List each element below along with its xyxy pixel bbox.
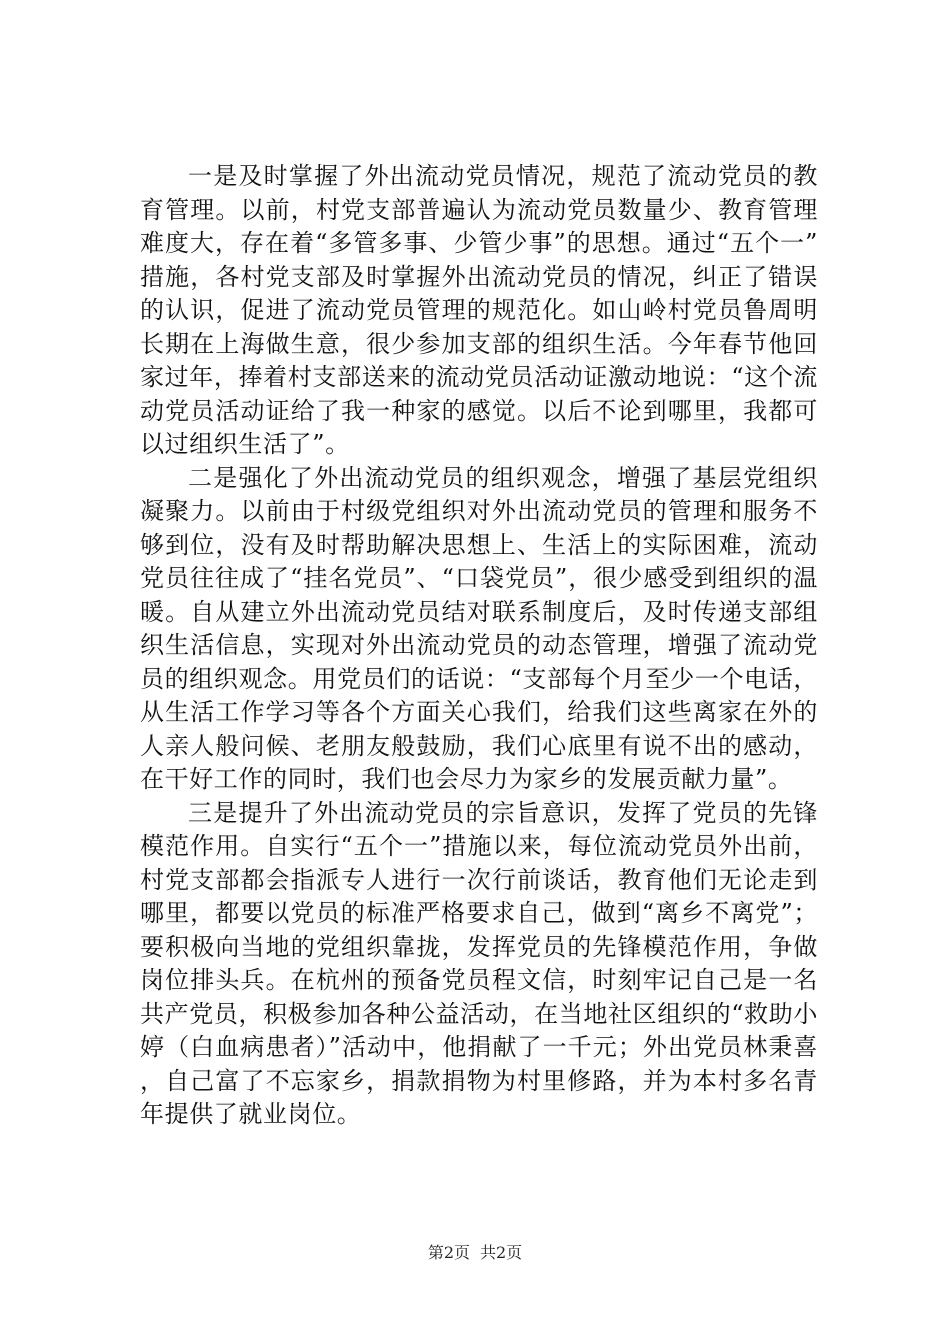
- page-total: 共2页: [480, 1243, 523, 1262]
- paragraph-1: 一是及时掌握了外出流动党员情况，规范了流动党员的教育管理。以前，村党支部普遍认为流动党员数量少、教育管理难度大，存在着“多管多事、少管少事”的思想。通过“五个一”措施，各村党支部及时掌握外出流动党员的情况，纠正了错误的认识，促进了流动党员管理的规范化。如山岭村党员鲁周明长期在上海做生意，很少参加支部的组织生活。今年春节他回家过年，捧着村支部送来的流动党员活动证激动地说：“这个流动党员活动证给了我一种家的感觉。以后不论到哪里，我都可以过组织生活了”。: [140, 162, 818, 458]
- page-footer: [0, 1243, 950, 1263]
- page-number: 第2页: [427, 1243, 470, 1262]
- document-body: [140, 160, 818, 1132]
- paragraph-2: 二是强化了外出流动党员的组织观念，增强了基层党组织凝聚力。以前由于村级党组织对外出流动党员的管理和服务不够到位，没有及时帮助解决思想上、生活上的实际困难，流动党员往往成了“挂名党员”、“口袋党员”，很少感受到组织的温暖。自从建立外出流动党员结对联系制度后，及时传递支部组织生活信息，实现对外出流动党员的动态管理，增强了流动党员的组织观念。用党员们的话说：“支部每个月至少一个电话，从生活工作学习等各个方面关心我们，给我们这些离家在外的人亲人般问候、老朋友般鼓励，我们心底里有说不出的感动，在干好工作的同时，我们也会尽力为家乡的发展贡献力量”。: [140, 463, 818, 793]
- paragraph-3: 三是提升了外出流动党员的宗旨意识，发挥了党员的先锋模范作用。自实行“五个一”措施以来，每位流动党员外出前，村党支部都会指派专人进行一次行前谈话，教育他们无论走到哪里，都要以党员的标准严格要求自己，做到“离乡不离党”；要积极向当地的党组织靠拢，发挥党员的先锋模范作用，争做岗位排头兵。在杭州的预备党员程文信，时刻牢记自己是一名共产党员，积极参加各种公益活动，在当地社区组织的“救助小婷（白血病患者）”活动中，他捐献了一千元；外出党员林秉喜，自己富了不忘家乡，捐款捐物为村里修路，并为本村多名青年提供了就业岗位。: [140, 798, 818, 1128]
